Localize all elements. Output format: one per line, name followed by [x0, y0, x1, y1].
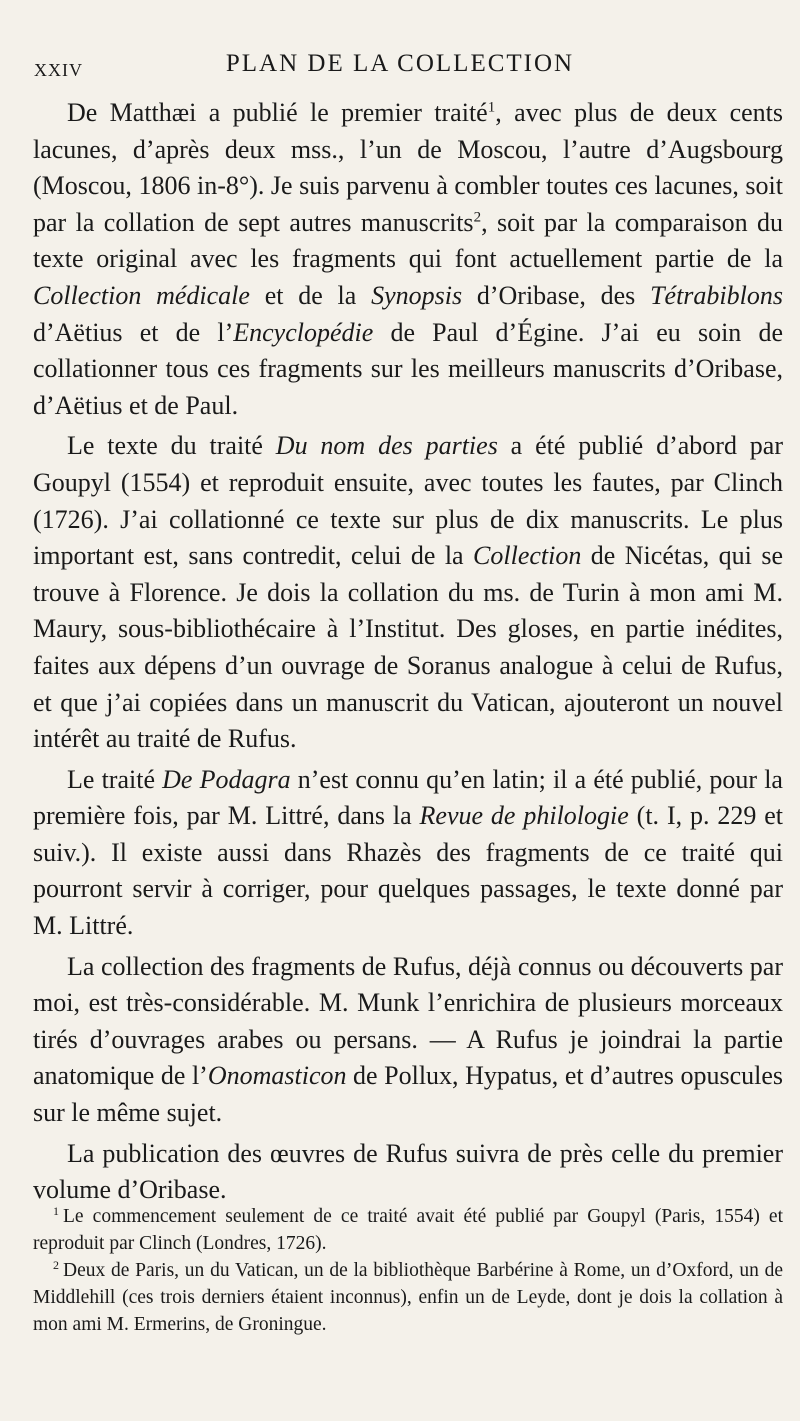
paragraph-2: Le texte du traité Du nom des parties a été publié d’abord par Goupyl (1554) et reproduit ensuite, avec toutes les fautes, par Clinch (1726). J’ai collationné ce texte sur plus de dix manuscrits. Le plus important est, sans contredit, celui de la Collection de Nicétas, qui se trouve à Florence. Je dois la collation du ms. de Turin à mon ami M. Maury, sous-bibliothécaire à l’Institut. Des gloses, en partie inédites, faites aux dépens d’un ouvrage de Soranus analogue à celui de Rufus, et que j’ai copiées dans un manuscrit du Vatican, ajouteront un nouvel intérêt au traité de Rufus.: [33, 431, 783, 754]
paragraph-1: De Matthæi a publié le premier traité$^1$, avec plus de deux cents lacunes, d’après deux mss., l’un de Moscou, l’autre d’Augsbourg (Moscou, 1806 in-8°). Je suis parvenu à combler toutes ces lacunes, soit par la collation de sept autres manuscrits$^2$, soit par la comparaison du texte original avec les fragments qui font actuellement partie de la Collection médicale et de la Synopsis d’Oribase, des Tétrabiblons d’Aëtius et de l’Encyclopédie de Paul d’Égine. J’ai eu soin de collationner tous ces fragments sur les meilleurs manuscrits d’Oribase, d’Aëtius et de Paul.: [33, 98, 784, 420]
paragraph-4: La collection des fragments de Rufus, déjà connus ou découverts par moi, est très-considérable. M. Munk l’enrichira de plusieurs morceaux tirés d’ouvrages arabes ou persans. — A Rufus je joindrai la partie anatomique de l’Onomasticon de Pollux, Hypatus, et d’autres opuscules sur le même sujet.: [33, 951, 783, 1128]
footnote-1: $^1$ Le commencement seulement de ce traité avait été publié par Goupyl (Paris, 1554) et reproduit par Clinch (Londres, 1726).: [33, 1203, 783, 1254]
footnote-mark-1: 1: [53, 1203, 59, 1218]
footnote-ref-2: 2: [473, 209, 482, 226]
page-number: XXIV: [34, 60, 83, 80]
footnote-ref-1: 1: [487, 99, 496, 116]
footnotes: [33, 1203, 783, 1338]
main-text: [33, 95, 783, 1209]
footnote-mark-2: 2: [53, 1257, 59, 1272]
page-header: [30, 46, 770, 86]
running-title: PLAN DE LA COLLECTION: [225, 50, 575, 77]
footnote-2: $^2$ Deux de Paris, un du Vatican, un de la bibliothèque Barbérine à Rome, un d’Oxford, un de Middlehill (ces trois derniers étaient inconnus), enfin un de Leyde, dont je dois la collation à mon ami M. Ermerins, de Groningue.: [33, 1257, 783, 1335]
paragraph-3: Le traité De Podagra n’est connu qu’en latin; il a été publié, pour la première fois, par M. Littré, dans la Revue de philologie (t. I, p. 229 et suiv.). Il existe aussi dans Rhazès des fragments de ce traité qui pourront servir à corriger, pour quelques passages, le texte donné par M. Littré.: [33, 764, 784, 941]
paragraph-5: La publication des œuvres de Rufus suivra de près celle du premier volume d’Oribase.: [33, 1138, 783, 1205]
